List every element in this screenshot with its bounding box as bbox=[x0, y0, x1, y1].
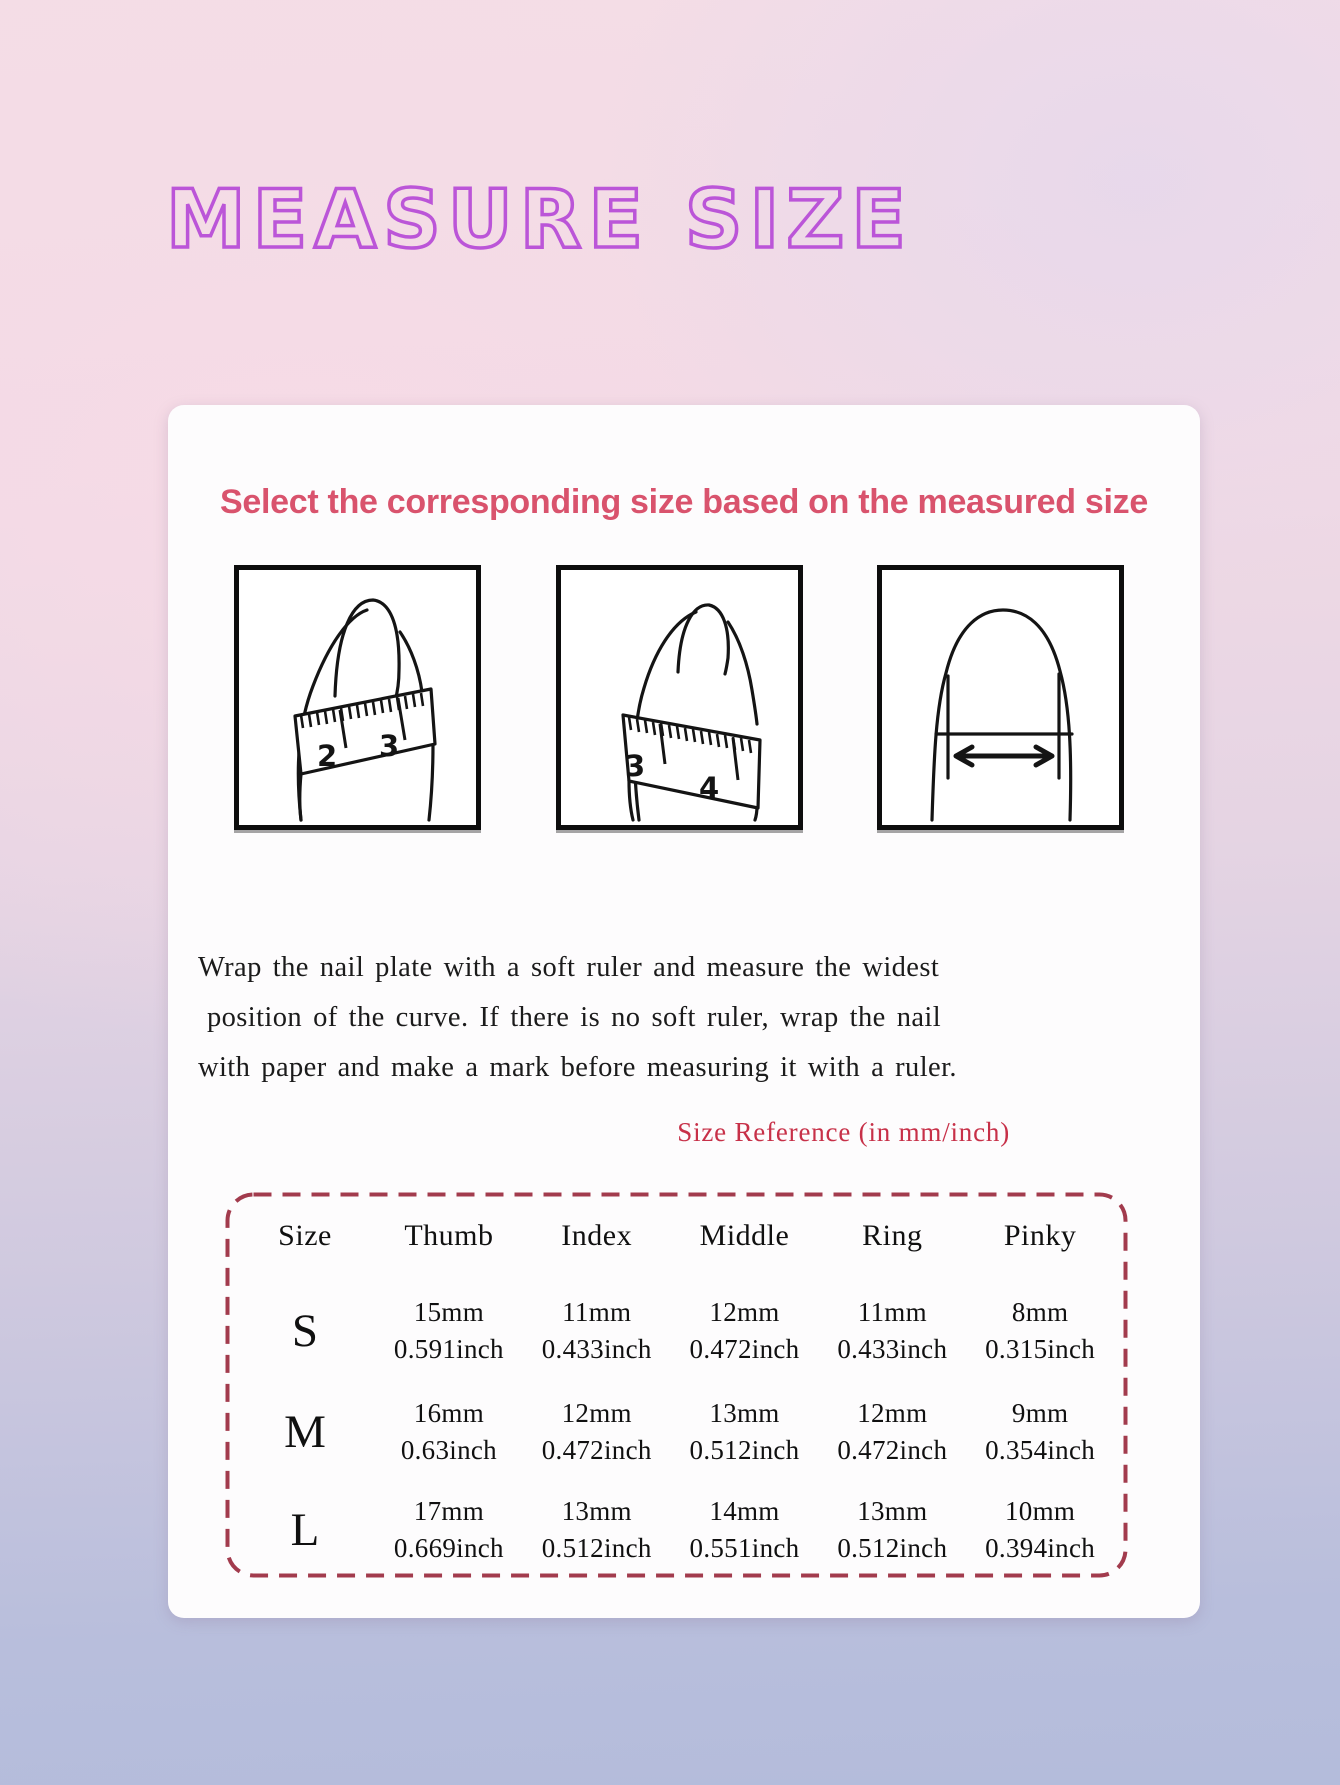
col-header-middle: Middle bbox=[699, 1219, 790, 1252]
size-reference-table bbox=[225, 1192, 1128, 1578]
mm-value: 12mm bbox=[857, 1397, 928, 1428]
card-heading: Select the corresponding size based on the measured size bbox=[220, 483, 1148, 521]
mm-value: 13mm bbox=[561, 1495, 632, 1526]
table-cell bbox=[523, 1382, 671, 1482]
mm-value: 16mm bbox=[413, 1397, 484, 1428]
row-size-label: S bbox=[291, 1305, 319, 1357]
instruction-line: with paper and make a mark before measuring it with a ruler. bbox=[198, 1052, 957, 1083]
table-cell bbox=[523, 1280, 671, 1382]
mm-value: 9mm bbox=[1011, 1397, 1069, 1428]
table-cell bbox=[966, 1280, 1114, 1382]
table-cell bbox=[671, 1280, 819, 1382]
size-reference-label: Size Reference (in mm/inch) bbox=[677, 1117, 1010, 1147]
inch-value: 0.354inch bbox=[985, 1434, 1096, 1465]
page-title: MEASURE SIZE bbox=[166, 173, 913, 266]
inch-value: 0.669inch bbox=[393, 1532, 504, 1563]
table-grid bbox=[225, 1192, 1128, 1578]
inch-value: 0.512inch bbox=[541, 1532, 652, 1563]
inch-value: 0.472inch bbox=[837, 1434, 948, 1465]
table-cell bbox=[523, 1482, 671, 1578]
inch-value: 0.472inch bbox=[541, 1434, 652, 1465]
inch-value: 0.591inch bbox=[393, 1333, 504, 1364]
table-cell bbox=[671, 1482, 819, 1578]
inch-value: 0.433inch bbox=[541, 1333, 652, 1364]
mm-value: 12mm bbox=[561, 1397, 632, 1428]
ruler-number: 4 bbox=[699, 771, 720, 805]
table-cell bbox=[818, 1382, 966, 1482]
inch-value: 0.433inch bbox=[837, 1333, 948, 1364]
ruler-number: 3 bbox=[625, 749, 646, 783]
mm-value: 11mm bbox=[562, 1296, 632, 1327]
table-cell bbox=[375, 1280, 523, 1382]
mm-value: 12mm bbox=[709, 1296, 780, 1327]
table-cell bbox=[671, 1382, 819, 1482]
measure-size-card bbox=[168, 405, 1200, 1618]
finger-ruler-sketch-2 bbox=[561, 570, 798, 825]
instruction-paragraph bbox=[198, 943, 958, 1093]
mm-value: 13mm bbox=[857, 1495, 928, 1526]
table-cell bbox=[818, 1280, 966, 1382]
mm-value: 14mm bbox=[709, 1495, 780, 1526]
mm-value: 15mm bbox=[413, 1296, 484, 1327]
inch-value: 0.512inch bbox=[689, 1434, 800, 1465]
ruler-number: 2 bbox=[317, 739, 338, 773]
table-cell bbox=[818, 1482, 966, 1578]
inch-value: 0.551inch bbox=[689, 1532, 800, 1563]
inch-value: 0.394inch bbox=[985, 1532, 1096, 1563]
table-cell bbox=[966, 1382, 1114, 1482]
mm-value: 13mm bbox=[709, 1397, 780, 1428]
col-header-size: Size bbox=[278, 1219, 332, 1252]
nail-width-illustration bbox=[877, 565, 1124, 830]
col-header-index: Index bbox=[561, 1219, 633, 1252]
finger-ruler-illustration-2 bbox=[556, 565, 803, 830]
instruction-line: position of the curve. If there is no soft ruler, wrap the nail bbox=[207, 1002, 942, 1033]
nail-width-sketch bbox=[882, 570, 1119, 825]
col-header-pinky: Pinky bbox=[1003, 1219, 1077, 1252]
mm-value: 17mm bbox=[413, 1495, 484, 1526]
col-header-ring: Ring bbox=[862, 1219, 923, 1252]
inch-value: 0.315inch bbox=[985, 1333, 1096, 1364]
illustration-row bbox=[168, 565, 1200, 830]
inch-value: 0.512inch bbox=[837, 1532, 948, 1563]
instruction-line: Wrap the nail plate with a soft ruler and measure the widest bbox=[198, 952, 940, 983]
inch-value: 0.472inch bbox=[689, 1333, 800, 1364]
table-cell bbox=[966, 1482, 1114, 1578]
col-header-thumb: Thumb bbox=[404, 1219, 494, 1252]
table-cell bbox=[375, 1382, 523, 1482]
mm-value: 8mm bbox=[1011, 1296, 1069, 1327]
inch-value: 0.63inch bbox=[400, 1434, 497, 1465]
row-size-label: L bbox=[290, 1504, 320, 1556]
table-cell bbox=[375, 1482, 523, 1578]
ruler-number: 3 bbox=[379, 729, 400, 763]
row-size-label: M bbox=[284, 1406, 326, 1458]
mm-value: 11mm bbox=[857, 1296, 927, 1327]
finger-ruler-sketch-1 bbox=[239, 570, 476, 825]
finger-ruler-illustration-1 bbox=[234, 565, 481, 830]
mm-value: 10mm bbox=[1004, 1495, 1076, 1526]
